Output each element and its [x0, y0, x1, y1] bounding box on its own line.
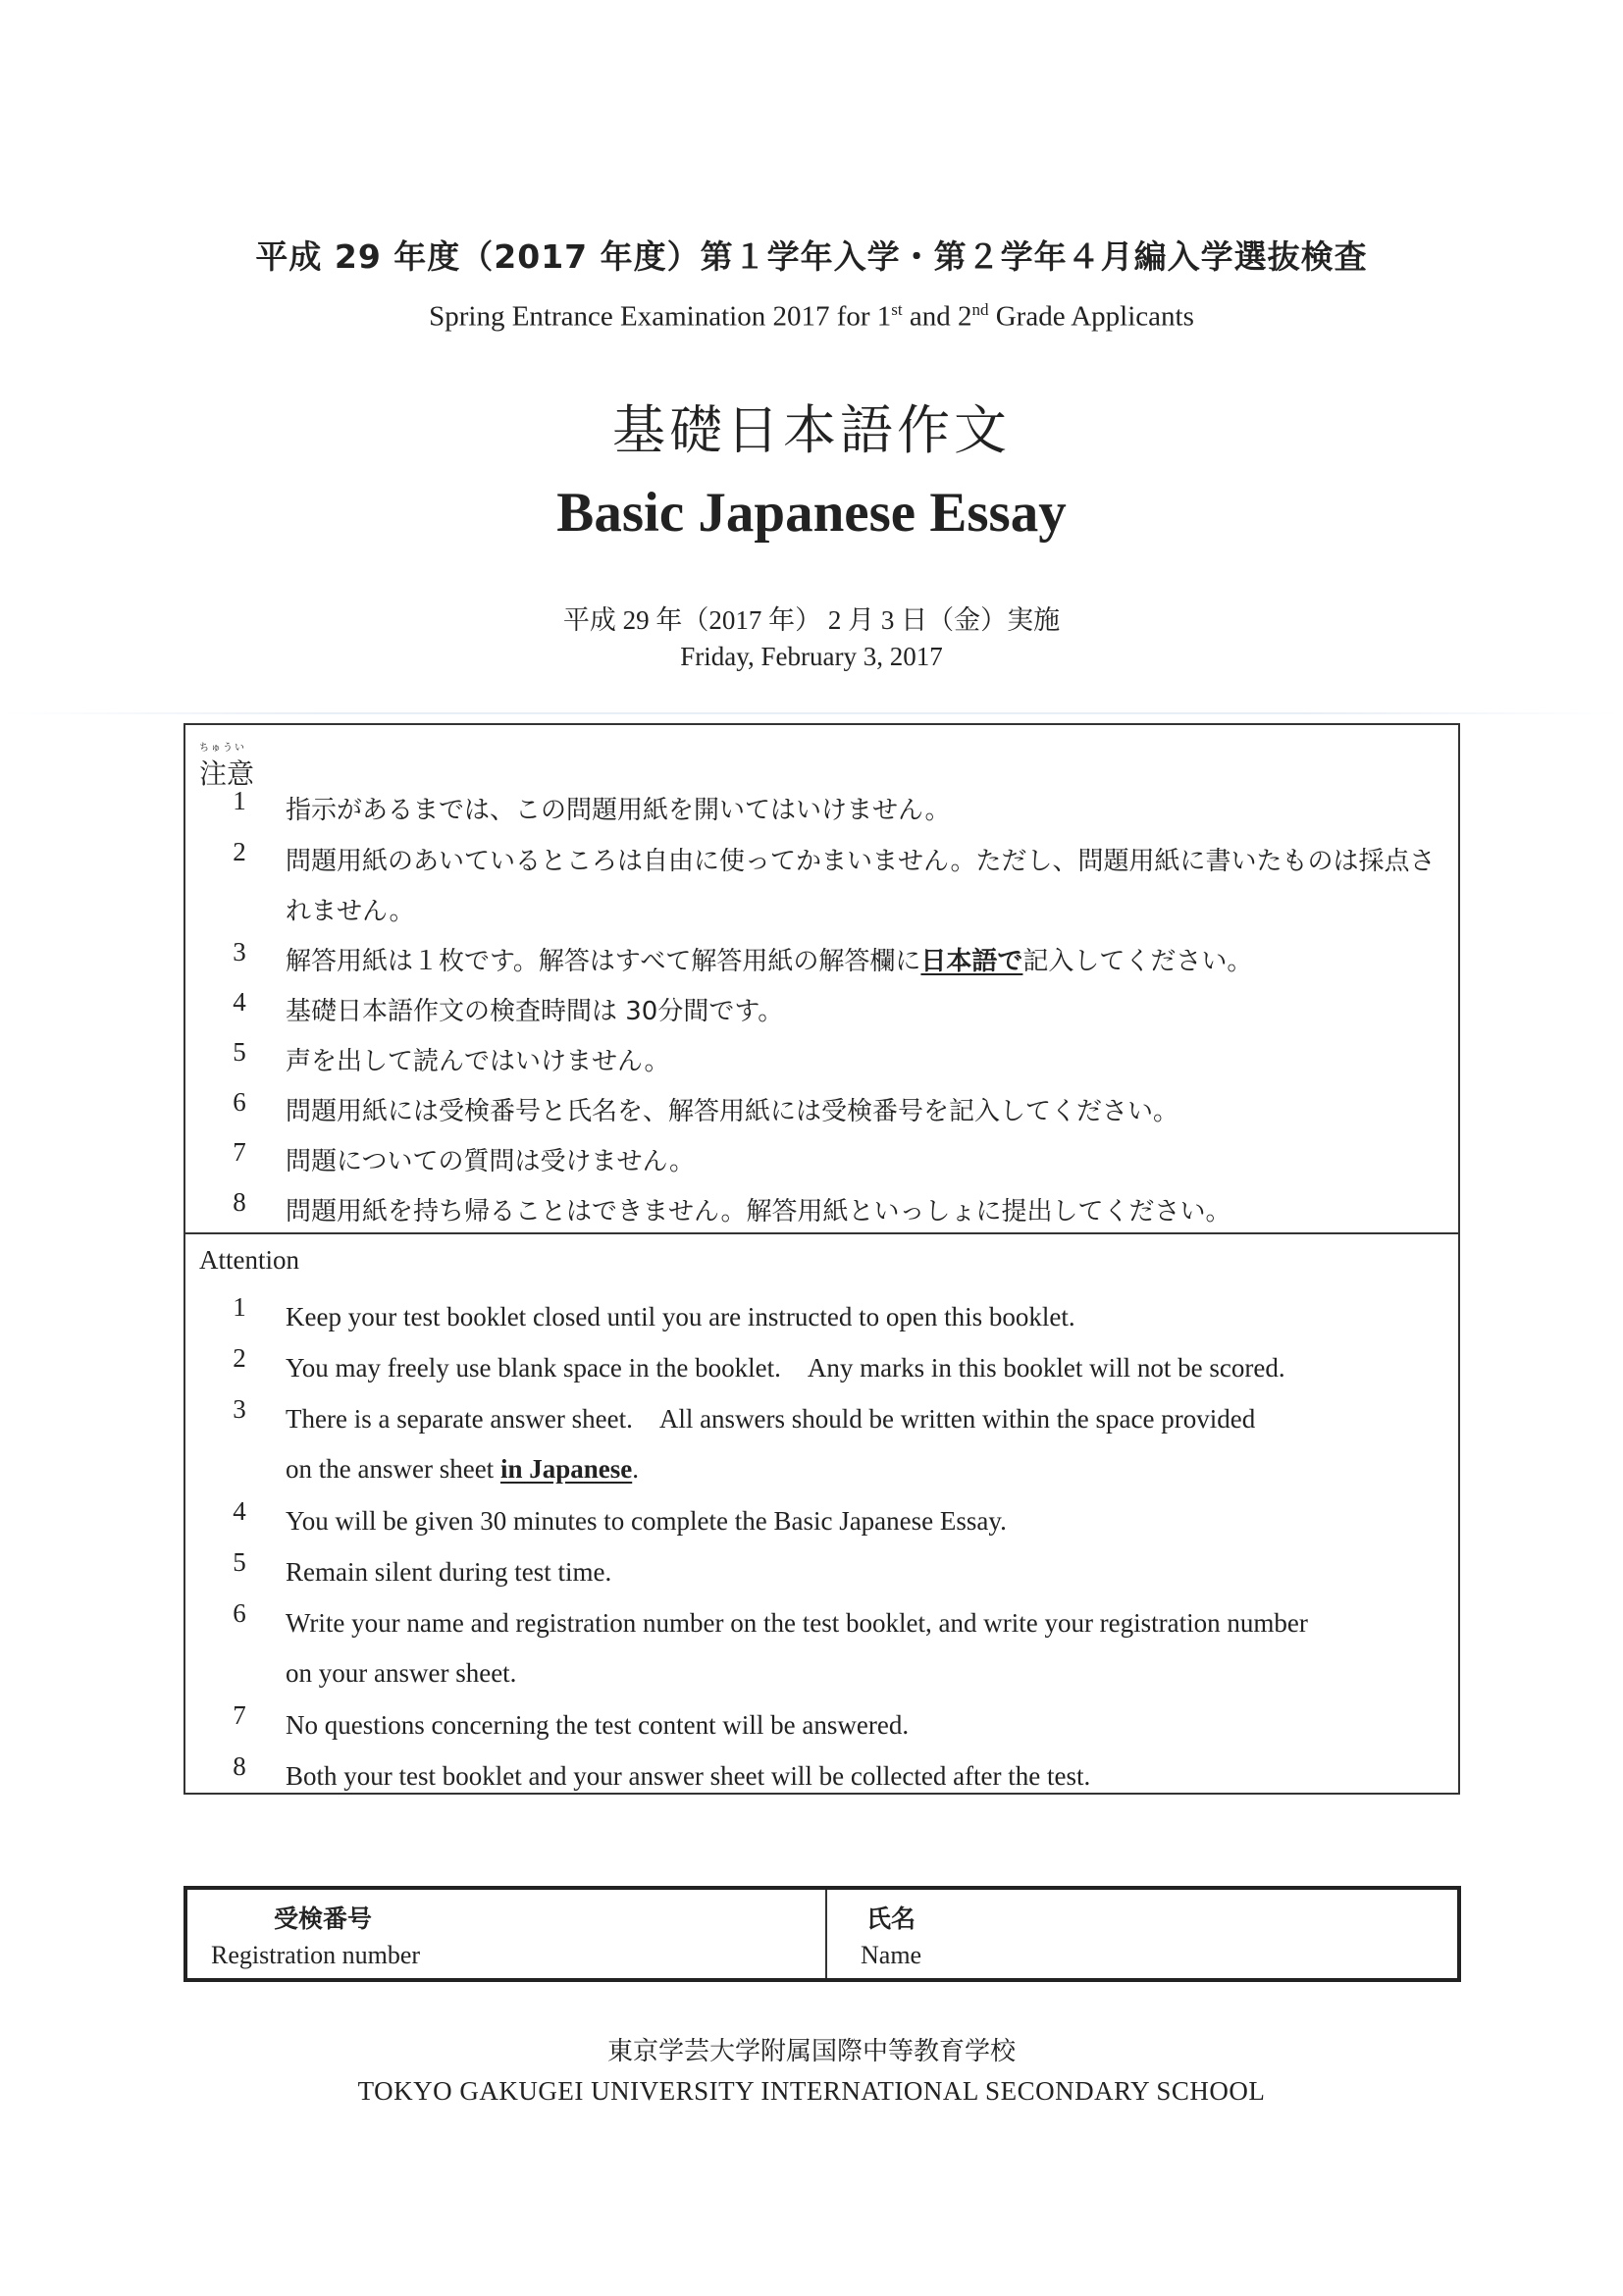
notice-box: [183, 723, 1460, 1795]
item-text: You will be given 30 minutes to complete the Basic Japanese Essay.: [286, 1506, 1007, 1536]
item-text: No questions concerning the test content will be answered.: [286, 1710, 910, 1740]
exam-date-ja: 平成 29 年（2017 年） 2 月 3 日（金）実施: [562, 605, 1061, 635]
item-text: [286, 937, 1438, 987]
item-number: 4: [233, 987, 246, 1017]
registration-number-label-en: Registration number: [211, 1941, 421, 1969]
ordinal-suffix: st: [891, 300, 903, 319]
item-number: 7: [233, 1700, 246, 1730]
item-number: 6: [233, 1087, 246, 1117]
item-number: 8: [233, 1187, 246, 1217]
item-text: 指示があるまでは、この問題用紙を開いてはいけません。: [286, 796, 951, 825]
notice-divider: [185, 1232, 1458, 1234]
item-number: 1: [233, 786, 246, 815]
ruby-annotation: ちゅうい: [199, 743, 246, 754]
item-text-part: on the answer sheet: [286, 1454, 500, 1484]
item-text: Both your test booklet and your answer sheet will be collected after the test.: [286, 1761, 1091, 1791]
scan-artifact-line: [0, 712, 1623, 714]
item-text: 声を出して読んではいけません。: [286, 1047, 670, 1076]
item-number: 2: [233, 837, 246, 866]
ordinal-suffix: nd: [971, 300, 989, 319]
item-text: 問題用紙のあいているところは自由に使ってかまいません。ただし、問題用紙に書いたものは採点されません。: [286, 847, 1436, 926]
registration-table-divider: [825, 1890, 827, 1978]
item-number: 1: [233, 1292, 246, 1322]
name-label-ja: 氏名: [866, 1905, 916, 1933]
registration-table: [183, 1886, 1461, 1982]
item-text: [286, 1598, 1438, 1698]
notice-title-ja-text: 注意: [199, 759, 255, 790]
item-text: 問題についての質問は受けません。: [286, 1147, 696, 1176]
item-text: Remain silent during test time.: [286, 1557, 612, 1587]
subject-title-en: Basic Japanese Essay: [556, 482, 1067, 544]
item-number: 6: [233, 1598, 246, 1628]
registration-number-label-ja: 受検番号: [274, 1905, 373, 1933]
exam-title-ja: 平成 29 年度（2017 年度）第１学年入学・第２学年４月編入学選抜検査: [255, 237, 1368, 276]
item-number: 5: [233, 1037, 246, 1067]
item-number: 3: [233, 1394, 246, 1424]
item-text: 基礎日本語作文の検査時間は 30分間です。: [286, 997, 784, 1026]
exam-title-en-part: and 2: [902, 300, 972, 333]
exam-title-en-part: Spring Entrance Examination 2017 for 1: [429, 300, 892, 333]
item-number: 7: [233, 1137, 246, 1167]
item-text: Keep your test booklet closed until you are instructed to open this booklet.: [286, 1302, 1075, 1331]
item-number: 8: [233, 1751, 246, 1781]
subject-title-ja: 基礎日本語作文: [612, 399, 1011, 461]
item-text-part: .: [632, 1454, 639, 1484]
item-text-line: Write your name and registration number on the test booklet, and write your registration number: [286, 1608, 1308, 1638]
school-name-en: TOKYO GAKUGEI UNIVERSITY INTERNATIONAL SECONDARY SCHOOL: [357, 2076, 1266, 2106]
school-name-ja: 東京学芸大学附属国際中等教育学校: [606, 2037, 1016, 2066]
item-number: 5: [233, 1547, 246, 1577]
item-text: [286, 1394, 1438, 1494]
item-text-line: There is a separate answer sheet. All answers should be written within the space provided: [286, 1404, 1256, 1434]
emphasis-in-japanese: in Japanese: [499, 1454, 633, 1484]
name-label-en: Name: [861, 1941, 922, 1969]
item-number: 3: [233, 937, 246, 966]
notice-title-en: Attention: [199, 1245, 299, 1275]
exam-title-en-part: Grade Applicants: [988, 300, 1194, 333]
item-text-line: on your answer sheet.: [286, 1658, 517, 1688]
exam-title-en: [0, 300, 1623, 334]
item-text: 問題用紙を持ち帰ることはできません。解答用紙といっしょに提出してください。: [286, 1197, 1231, 1226]
item-number: 2: [233, 1343, 246, 1373]
exam-date-en: Friday, February 3, 2017: [680, 642, 943, 671]
item-text: 問題用紙には受検番号と氏名を、解答用紙には受検番号を記入してください。: [286, 1097, 1179, 1126]
item-text-part: 記入してください。: [1022, 947, 1253, 976]
item-text: You may freely use blank space in the booklet. Any marks in this booklet will not be scored.: [286, 1353, 1285, 1383]
emphasis-japanese: 日本語で: [920, 947, 1023, 976]
item-number: 4: [233, 1496, 246, 1526]
item-text-part: 解答用紙は１枚です。解答はすべて解答用紙の解答欄に: [286, 947, 921, 976]
